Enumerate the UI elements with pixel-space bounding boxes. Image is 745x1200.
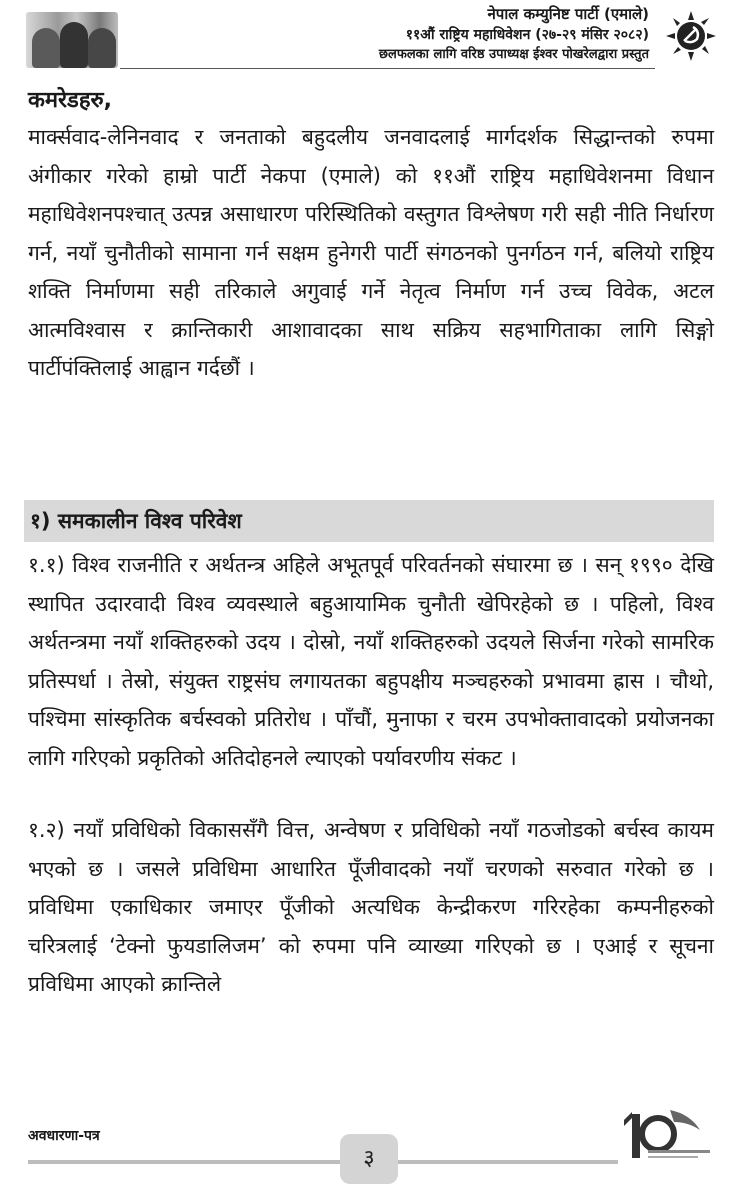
greeting: कमरेडहरु, <box>28 88 113 113</box>
portrait-face <box>32 28 60 68</box>
footer-divider <box>28 1160 618 1164</box>
portrait-face <box>88 28 116 68</box>
header-text-block <box>379 4 649 65</box>
section-title: समकालीन विश्व परिवेश <box>57 509 242 533</box>
intro-section <box>28 84 714 388</box>
document-label: अवधारणा-पत्र <box>28 1128 100 1144</box>
page-header <box>0 0 745 78</box>
intro-paragraph: मार्क्सवाद-लेनिनवाद र जनताको बहुदलीय जनवादलाई मार्गदर्शक सिद्धान्तको रुपमा अंगीकार गरेको हाम्रो पार्टी नेकपा (एमाले) को ११औं राष्ट्रिय महाधिवेशनमा विधान महाधिवेशनपश्चात् उत्पन्न असाधारण परिस्थितिको वस्तुगत विश्लेषण गरी सही नीति निर्धारण गर्न, नयाँ चुनौतीको सामाना गर्न सक्षम हुनेगरी पार्टी संगठनको पुनर्गठन गर्न, बलियो राष्ट्रिय शक्ति निर्माणमा सही तरिकाले अगुवाई गर्ने नेतृत्व निर्माण गर्न उच्च विवेक, अटल आत्मविश्वास र क्रान्तिकारी आशावादका साथ सक्रिय सहभागिताका लागि सिङ्गो पार्टीपंक्तिलाई आह्वान गर्दछौं । <box>28 125 714 380</box>
section-body <box>28 546 714 1038</box>
portrait-face <box>60 22 88 68</box>
convention-logo-icon <box>618 1104 718 1166</box>
party-sun-emblem-icon <box>665 10 717 62</box>
header-divider <box>120 68 655 69</box>
section-heading <box>24 500 714 542</box>
leaders-portrait-image <box>26 12 118 68</box>
paragraph-1-2: १.२) नयाँ प्रविधिको विकाससँगै वित्त, अन्वेषण र प्रविधिको नयाँ गठजोडको बर्चस्व कायम भएको छ । जसले प्रविधिमा आधारित पूँजीवादको नयाँ चरणको सरुवात गरेको छ । प्रविधिमा एकाधिकार जमाएर पूँजीको अत्यधिक केन्द्रीकरण गरिरहेका कम्पनीहरुको चरित्रलाई ‘टेक्नो फुयडालिजम’ को रुपमा पनि व्याख्या गरिएको छ । एआई र सूचना प्रविधिमा आएको क्रान्तिले <box>28 818 714 996</box>
section-number: १) <box>30 509 51 533</box>
page-number: ३ <box>340 1134 398 1184</box>
paragraph-1-1: १.१) विश्व राजनीति र अर्थतन्त्र अहिले अभूतपूर्व परिवर्तनको संघारमा छ । सन् १९९० देखि स्थापित उदारवादी विश्व व्यवस्थाले बहुआयामिक चुनौती खेपिरहेको छ । पहिलो, विश्व अर्थतन्त्रमा नयाँ शक्तिहरुको उदय । दोस्रो, नयाँ शक्तिहरुको उदयले सिर्जना गरेको सामरिक प्रतिस्पर्धा । तेस्रो, संयुक्त राष्ट्रसंघ लगायतका बहुपक्षीय मञ्चहरुको प्रभावमा ह्रास । चौथो, पश्चिमा सांस्कृतिक बर्चस्वको प्रतिरोध । पाँचौं, मुनाफा र चरम उपभोक्तावादको प्रयोजनका लागि गरिएको प्रकृतिको अतिदोहनले ल्याएको पर्यावरणीय संकट । <box>28 553 714 770</box>
party-name: नेपाल कम्युनिष्ट पार्टी (एमाले) <box>487 5 649 23</box>
presenter-line: छलफलका लागि वरिष्ठ उपाध्यक्ष ईश्वर पोखरेलद्वारा प्रस्तुत <box>378 47 649 62</box>
convention-title: ११औं राष्ट्रिय महाधिवेशन (२७-२९ मंसिर २०८२) <box>405 27 649 43</box>
